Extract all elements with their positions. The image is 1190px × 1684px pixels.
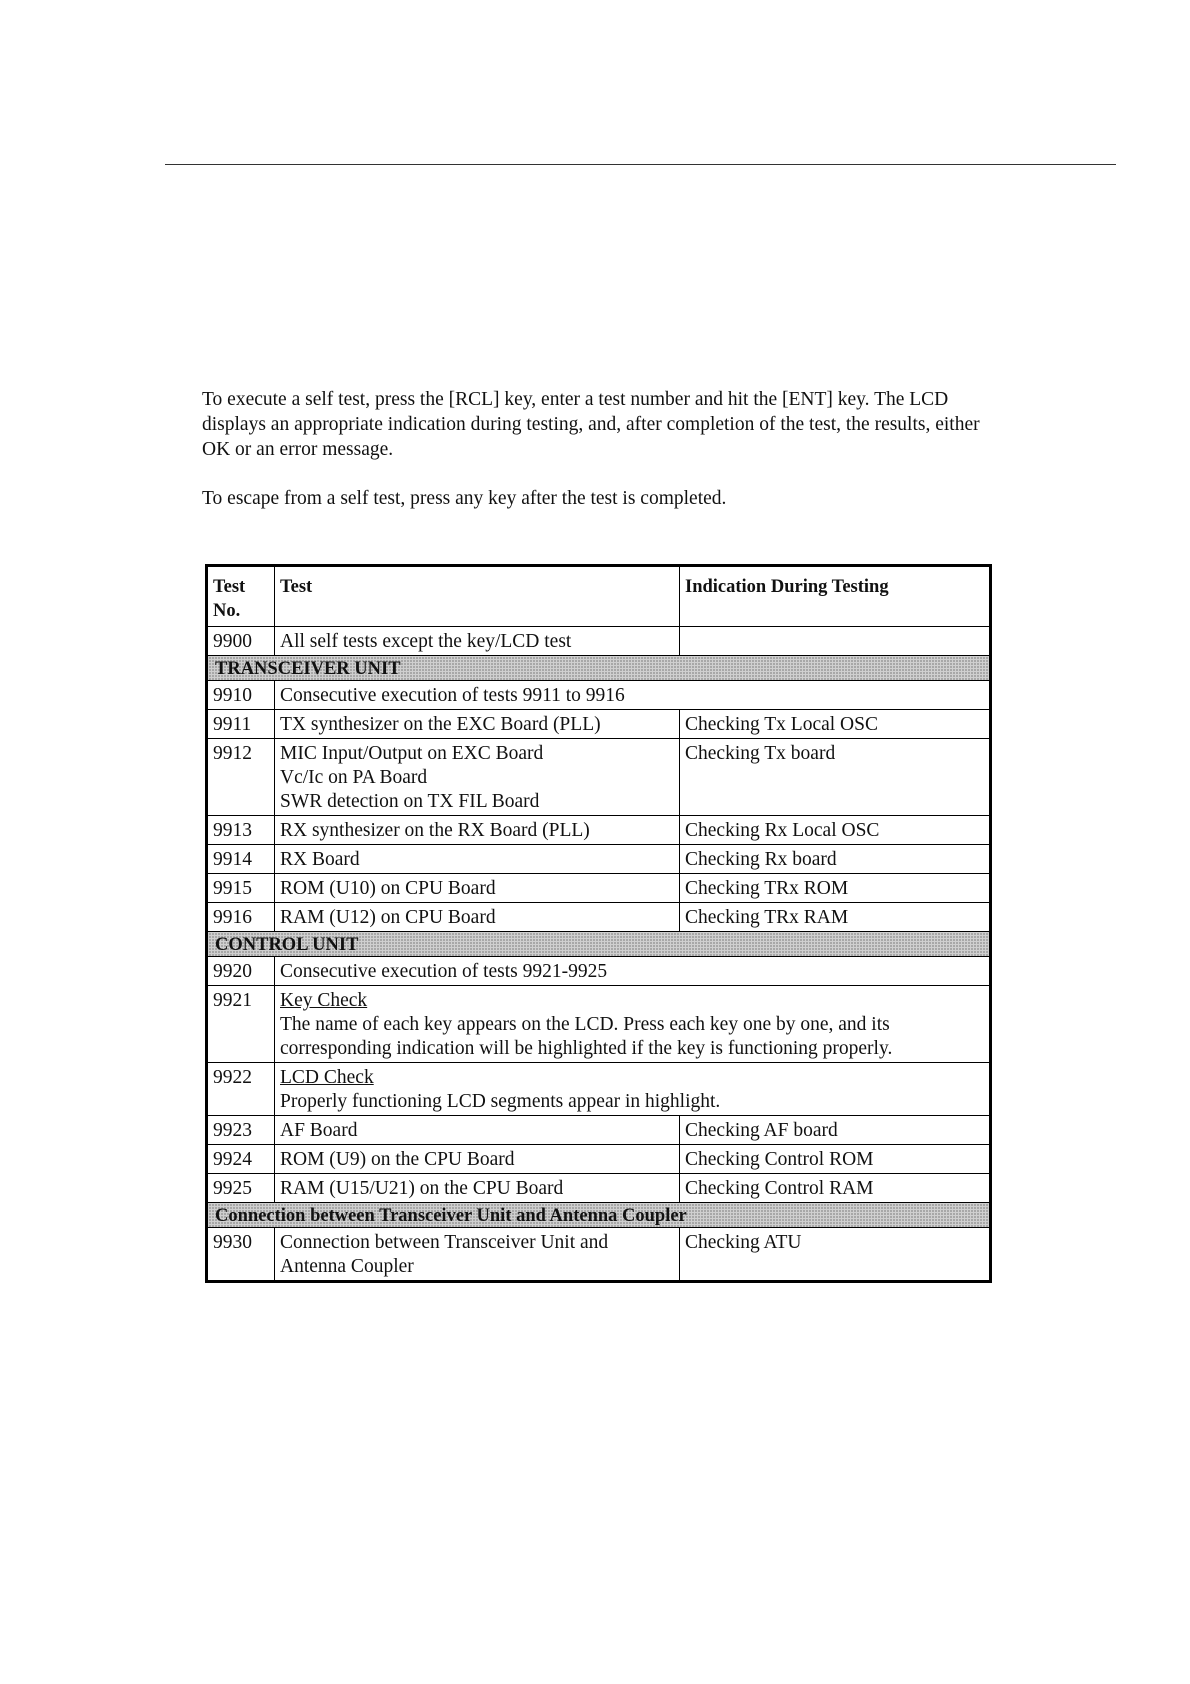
table-row — [207, 1116, 991, 1145]
table-row — [207, 710, 991, 739]
test-number: 9920 — [207, 957, 275, 986]
test-detail: The name of each key appears on the LCD. Press each key one by one, and its corresponding indication will be highlighted if the key is functioning properly. — [280, 1014, 893, 1059]
test-number: 9930 — [207, 1228, 275, 1282]
test-indication: Checking Control ROM — [680, 1145, 991, 1174]
test-number: 9914 — [207, 845, 275, 874]
test-indication — [680, 627, 991, 656]
table-row — [207, 1174, 991, 1203]
test-title: LCD Check — [280, 1067, 374, 1088]
table-row — [207, 1063, 991, 1116]
test-indication: Checking TRx ROM — [680, 874, 991, 903]
section-row-control — [207, 932, 991, 957]
test-number: 9912 — [207, 739, 275, 816]
test-indication: Checking Tx Local OSC — [680, 710, 991, 739]
table-row — [207, 1145, 991, 1174]
test-number: 9900 — [207, 627, 275, 656]
section-row-transceiver — [207, 656, 991, 681]
test-description: Connection between Transceiver Unit and Antenna Coupler — [275, 1228, 680, 1282]
test-indication: Checking TRx RAM — [680, 903, 991, 932]
section-title: TRANSCEIVER UNIT — [207, 656, 991, 681]
test-number: 9916 — [207, 903, 275, 932]
test-description — [275, 1063, 991, 1116]
test-indication: Checking Rx Local OSC — [680, 816, 991, 845]
test-number: 9915 — [207, 874, 275, 903]
test-description: RX Board — [275, 845, 680, 874]
table-row — [207, 627, 991, 656]
test-indication: Checking Tx board — [680, 739, 991, 816]
test-description: All self tests except the key/LCD test — [275, 627, 680, 656]
test-number: 9910 — [207, 681, 275, 710]
test-title: Key Check — [280, 990, 368, 1011]
test-description — [275, 739, 680, 816]
test-number: 9911 — [207, 710, 275, 739]
test-description-line: Vc/Ic on PA Board — [280, 767, 428, 788]
test-number: 9921 — [207, 986, 275, 1063]
header-test: Test — [275, 566, 680, 627]
table-row — [207, 816, 991, 845]
test-description: Consecutive execution of tests 9921-9925 — [275, 957, 991, 986]
test-description: RX synthesizer on the RX Board (PLL) — [275, 816, 680, 845]
test-indication: Checking Control RAM — [680, 1174, 991, 1203]
section-title: Connection between Transceiver Unit and Antenna Coupler — [207, 1203, 991, 1228]
self-test-table — [205, 564, 992, 1283]
test-description: RAM (U15/U21) on the CPU Board — [275, 1174, 680, 1203]
test-description-line: MIC Input/Output on EXC Board — [280, 743, 544, 764]
table-row — [207, 1228, 991, 1282]
test-description: AF Board — [275, 1116, 680, 1145]
header-indication: Indication During Testing — [680, 566, 991, 627]
test-indication: Checking Rx board — [680, 845, 991, 874]
header-rule — [165, 164, 1116, 165]
test-indication: Checking ATU — [680, 1228, 991, 1282]
test-number: 9913 — [207, 816, 275, 845]
test-number: 9922 — [207, 1063, 275, 1116]
test-number: 9924 — [207, 1145, 275, 1174]
table-row — [207, 739, 991, 816]
test-number: 9923 — [207, 1116, 275, 1145]
intro-paragraph-execute: To execute a self test, press the [RCL] key, enter a test number and hit the [ENT] key. The LCD displays an appropriate indication during testing, and, after completion of the test, the results, either OK or an error message. — [202, 389, 980, 460]
table-row — [207, 681, 991, 710]
section-title: CONTROL UNIT — [207, 932, 991, 957]
table-row — [207, 845, 991, 874]
section-row-connection — [207, 1203, 991, 1228]
table-row — [207, 903, 991, 932]
test-description: ROM (U9) on the CPU Board — [275, 1145, 680, 1174]
table-header-row — [207, 566, 991, 627]
test-number: 9925 — [207, 1174, 275, 1203]
table-row — [207, 874, 991, 903]
table-row — [207, 957, 991, 986]
table-row — [207, 986, 991, 1063]
test-description: ROM (U10) on CPU Board — [275, 874, 680, 903]
header-test-no: Test No. — [207, 566, 275, 627]
test-description — [275, 986, 991, 1063]
test-detail: Properly functioning LCD segments appear in highlight. — [280, 1091, 721, 1112]
intro-paragraph-escape: To escape from a self test, press any key after the test is completed. — [202, 488, 727, 509]
test-description: TX synthesizer on the EXC Board (PLL) — [275, 710, 680, 739]
test-description: Consecutive execution of tests 9911 to 9916 — [275, 681, 991, 710]
test-indication: Checking AF board — [680, 1116, 991, 1145]
test-description: RAM (U12) on CPU Board — [275, 903, 680, 932]
test-description-line: SWR detection on TX FIL Board — [280, 791, 540, 812]
